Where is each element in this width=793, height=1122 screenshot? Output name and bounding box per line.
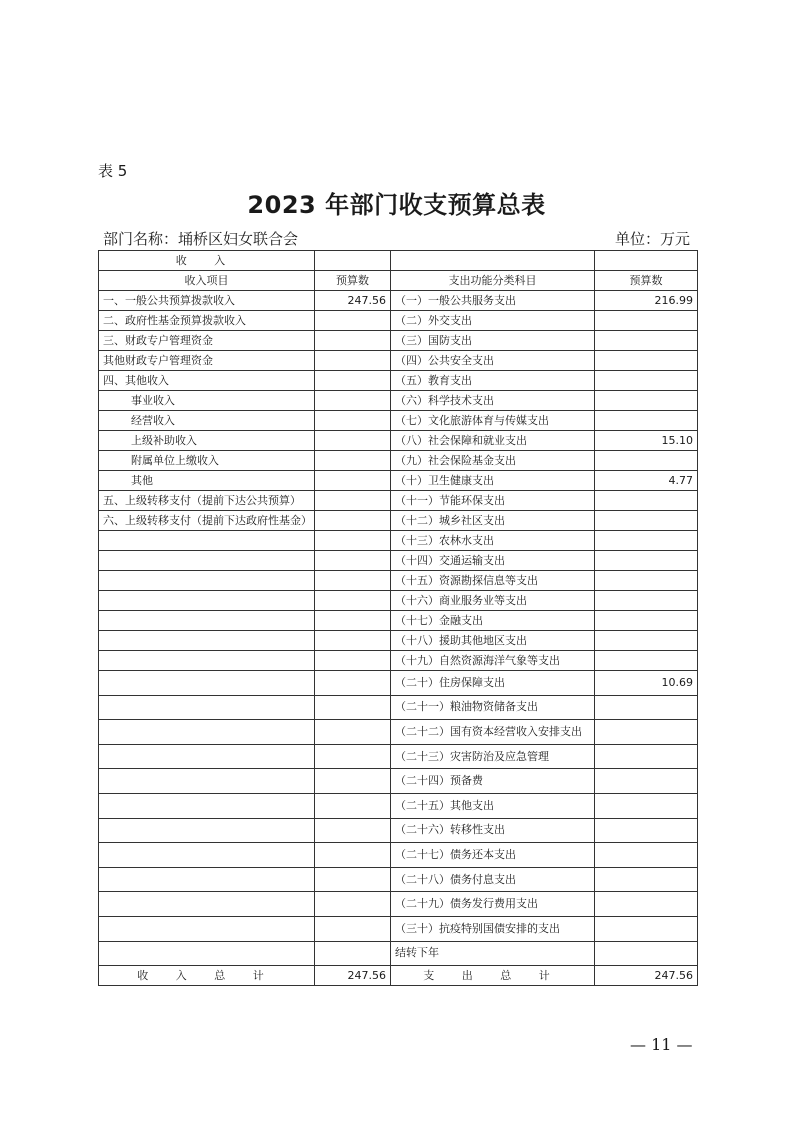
expense-item-cell: （二十四）预备费: [391, 769, 595, 794]
expense-amount-cell: 15.10: [595, 431, 698, 451]
expense-amount-cell: [595, 793, 698, 818]
budget-table: [98, 250, 698, 986]
income-amount-cell: [315, 695, 391, 720]
expense-item-cell: （十七）金融支出: [391, 611, 595, 631]
income-amount-cell: [315, 491, 391, 511]
col-expense-budget: 预算数: [595, 271, 698, 291]
income-item-cell: [99, 611, 315, 631]
table-row: [99, 651, 698, 671]
expense-amount-cell: [595, 331, 698, 351]
income-section-header: 收 入: [99, 251, 315, 271]
expense-amount-cell: [595, 818, 698, 843]
expense-amount-cell: [595, 651, 698, 671]
expense-item-cell: （三十）抗疫特别国债安排的支出: [391, 916, 595, 941]
expense-item-cell: （一）一般公共服务支出: [391, 291, 595, 311]
income-amount-cell: [315, 451, 391, 471]
expense-item-cell: （五）教育支出: [391, 371, 595, 391]
expense-amount-cell: [595, 843, 698, 868]
total-income-amount: 247.56: [315, 966, 391, 986]
expense-item-cell: （二十一）粮油物资储备支出: [391, 695, 595, 720]
table-row: [99, 351, 698, 371]
expense-item-cell: （二十七）债务还本支出: [391, 843, 595, 868]
expense-amount-cell: [595, 695, 698, 720]
income-amount-cell: [315, 892, 391, 917]
income-item-cell: [99, 941, 315, 966]
col-expense-item: 支出功能分类科目: [391, 271, 595, 291]
income-item-cell: [99, 892, 315, 917]
expense-item-cell: （九）社会保险基金支出: [391, 451, 595, 471]
unit-label: 单位：万元: [614, 230, 690, 248]
total-expense-amount: 247.56: [595, 966, 698, 986]
table-row: [99, 671, 698, 696]
expense-item-cell: （十四）交通运输支出: [391, 551, 595, 571]
table-row: [99, 331, 698, 351]
expense-item-cell: （七）文化旅游体育与传媒支出: [391, 411, 595, 431]
income-item-cell: [99, 651, 315, 671]
expense-item-cell: 结转下年: [391, 941, 595, 966]
expense-item-cell: （二十二）国有资本经营收入安排支出: [391, 720, 595, 745]
expense-item-cell: （二十）住房保障支出: [391, 671, 595, 696]
expense-amount-cell: [595, 311, 698, 331]
income-amount-cell: [315, 311, 391, 331]
income-amount-cell: [315, 631, 391, 651]
income-item-cell: [99, 631, 315, 651]
income-amount-cell: [315, 551, 391, 571]
expense-item-cell: （二十五）其他支出: [391, 793, 595, 818]
income-item-cell: [99, 571, 315, 591]
table-row: [99, 720, 698, 745]
expense-item-cell: （六）科学技术支出: [391, 391, 595, 411]
income-item-cell: 经营收入: [99, 411, 315, 431]
department-name: 部门名称：埇桥区妇女联合会: [103, 230, 299, 248]
expense-amount-cell: [595, 591, 698, 611]
income-item-cell: [99, 843, 315, 868]
income-item-cell: 其他: [99, 471, 315, 491]
income-item-cell: [99, 671, 315, 696]
expense-amount-cell: [595, 491, 698, 511]
table-row: [99, 843, 698, 868]
income-item-cell: [99, 818, 315, 843]
expense-amount-cell: 10.69: [595, 671, 698, 696]
page-number: — 11 —: [630, 1035, 693, 1054]
budget-table-body: [99, 251, 698, 986]
expense-amount-cell: [595, 451, 698, 471]
income-item-cell: 二、政府性基金预算拨款收入: [99, 311, 315, 331]
income-item-cell: [99, 695, 315, 720]
expense-amount-cell: [595, 769, 698, 794]
income-item-cell: 四、其他收入: [99, 371, 315, 391]
table-row: [99, 591, 698, 611]
table-row: [99, 531, 698, 551]
expense-item-cell: （十九）自然资源海洋气象等支出: [391, 651, 595, 671]
expense-amount-cell: [595, 351, 698, 371]
table-row: [99, 571, 698, 591]
table-row: [99, 411, 698, 431]
expense-item-cell: （八）社会保障和就业支出: [391, 431, 595, 451]
expense-amount-cell: [595, 551, 698, 571]
income-amount-cell: [315, 431, 391, 451]
expense-item-cell: （十五）资源勘探信息等支出: [391, 571, 595, 591]
expense-item-cell: （十八）援助其他地区支出: [391, 631, 595, 651]
expense-amount-cell: [595, 744, 698, 769]
income-item-cell: [99, 867, 315, 892]
income-amount-cell: [315, 471, 391, 491]
total-expense-label: 支 出 总 计: [391, 966, 595, 986]
income-item-cell: [99, 916, 315, 941]
income-item-cell: 附属单位上缴收入: [99, 451, 315, 471]
table-row: [99, 916, 698, 941]
income-item-cell: 一、一般公共预算拨款收入: [99, 291, 315, 311]
income-amount-cell: [315, 391, 391, 411]
expense-amount-cell: [595, 892, 698, 917]
table-row: [99, 291, 698, 311]
income-amount-cell: [315, 331, 391, 351]
expense-amount-cell: [595, 531, 698, 551]
income-amount-cell: [315, 916, 391, 941]
income-item-cell: 五、上级转移支付（提前下达公共预算）: [99, 491, 315, 511]
total-income-label: 收 入 总 计: [99, 966, 315, 986]
table-row: [99, 471, 698, 491]
income-amount-cell: [315, 793, 391, 818]
expense-amount-cell: [595, 611, 698, 631]
table-row: [99, 631, 698, 651]
income-amount-cell: [315, 843, 391, 868]
col-income-budget: 预算数: [315, 271, 391, 291]
expense-amount-cell: [595, 916, 698, 941]
total-row: [99, 966, 698, 986]
table-row: [99, 867, 698, 892]
expense-item-cell: （二十八）债务付息支出: [391, 867, 595, 892]
expense-item-cell: （十六）商业服务业等支出: [391, 591, 595, 611]
table-row: [99, 818, 698, 843]
table-row: [99, 371, 698, 391]
income-amount-cell: 247.56: [315, 291, 391, 311]
col-income-item: 收入项目: [99, 271, 315, 291]
table-row: [99, 491, 698, 511]
table-row: [99, 311, 698, 331]
page-title: 2023 年部门收支预算总表: [247, 191, 546, 219]
expense-amount-cell: [595, 941, 698, 966]
table-row: [99, 511, 698, 531]
income-item-cell: [99, 769, 315, 794]
income-item-cell: [99, 531, 315, 551]
table-row: [99, 431, 698, 451]
table-row: [99, 695, 698, 720]
income-amount-cell: [315, 651, 391, 671]
income-item-cell: 三、财政专户管理资金: [99, 331, 315, 351]
table-row: [99, 744, 698, 769]
expense-item-cell: （十）卫生健康支出: [391, 471, 595, 491]
table-row: [99, 611, 698, 631]
table-row: [99, 892, 698, 917]
expense-item-cell: （十一）节能环保支出: [391, 491, 595, 511]
income-item-cell: 其他财政专户管理资金: [99, 351, 315, 371]
income-item-cell: 六、上级转移支付（提前下达政府性基金）: [99, 511, 315, 531]
income-amount-cell: [315, 531, 391, 551]
expense-amount-cell: [595, 391, 698, 411]
income-amount-cell: [315, 769, 391, 794]
table-row: [99, 391, 698, 411]
income-amount-cell: [315, 818, 391, 843]
income-amount-cell: [315, 351, 391, 371]
expense-item-cell: （二十九）债务发行费用支出: [391, 892, 595, 917]
income-amount-cell: [315, 720, 391, 745]
income-amount-cell: [315, 867, 391, 892]
expense-amount-cell: 4.77: [595, 471, 698, 491]
income-amount-cell: [315, 371, 391, 391]
income-item-cell: [99, 744, 315, 769]
income-amount-cell: [315, 411, 391, 431]
expense-item-cell: （三）国防支出: [391, 331, 595, 351]
expense-amount-cell: [595, 411, 698, 431]
expense-item-cell: （二）外交支出: [391, 311, 595, 331]
expense-amount-cell: [595, 571, 698, 591]
income-amount-cell: [315, 744, 391, 769]
expense-item-cell: （二十六）转移性支出: [391, 818, 595, 843]
income-amount-cell: [315, 611, 391, 631]
table-row: [99, 941, 698, 966]
income-amount-cell: [315, 941, 391, 966]
expense-item-cell: （十二）城乡社区支出: [391, 511, 595, 531]
income-item-cell: [99, 793, 315, 818]
table-row: [99, 551, 698, 571]
income-amount-cell: [315, 591, 391, 611]
section-header-row: [99, 251, 698, 271]
expense-amount-cell: [595, 631, 698, 651]
income-item-cell: 事业收入: [99, 391, 315, 411]
income-item-cell: [99, 551, 315, 571]
expense-amount-cell: 216.99: [595, 291, 698, 311]
expense-amount-cell: [595, 371, 698, 391]
table-row: [99, 793, 698, 818]
income-amount-cell: [315, 511, 391, 531]
income-amount-cell: [315, 571, 391, 591]
table-number-label: 表 5: [98, 162, 128, 180]
expense-amount-cell: [595, 511, 698, 531]
income-item-cell: [99, 720, 315, 745]
table-row: [99, 769, 698, 794]
income-item-cell: [99, 591, 315, 611]
table-row: [99, 451, 698, 471]
expense-item-cell: （四）公共安全支出: [391, 351, 595, 371]
expense-amount-cell: [595, 867, 698, 892]
expense-amount-cell: [595, 720, 698, 745]
income-item-cell: 上级补助收入: [99, 431, 315, 451]
column-header-row: [99, 271, 698, 291]
expense-item-cell: （二十三）灾害防治及应急管理: [391, 744, 595, 769]
expense-item-cell: （十三）农林水支出: [391, 531, 595, 551]
income-amount-cell: [315, 671, 391, 696]
